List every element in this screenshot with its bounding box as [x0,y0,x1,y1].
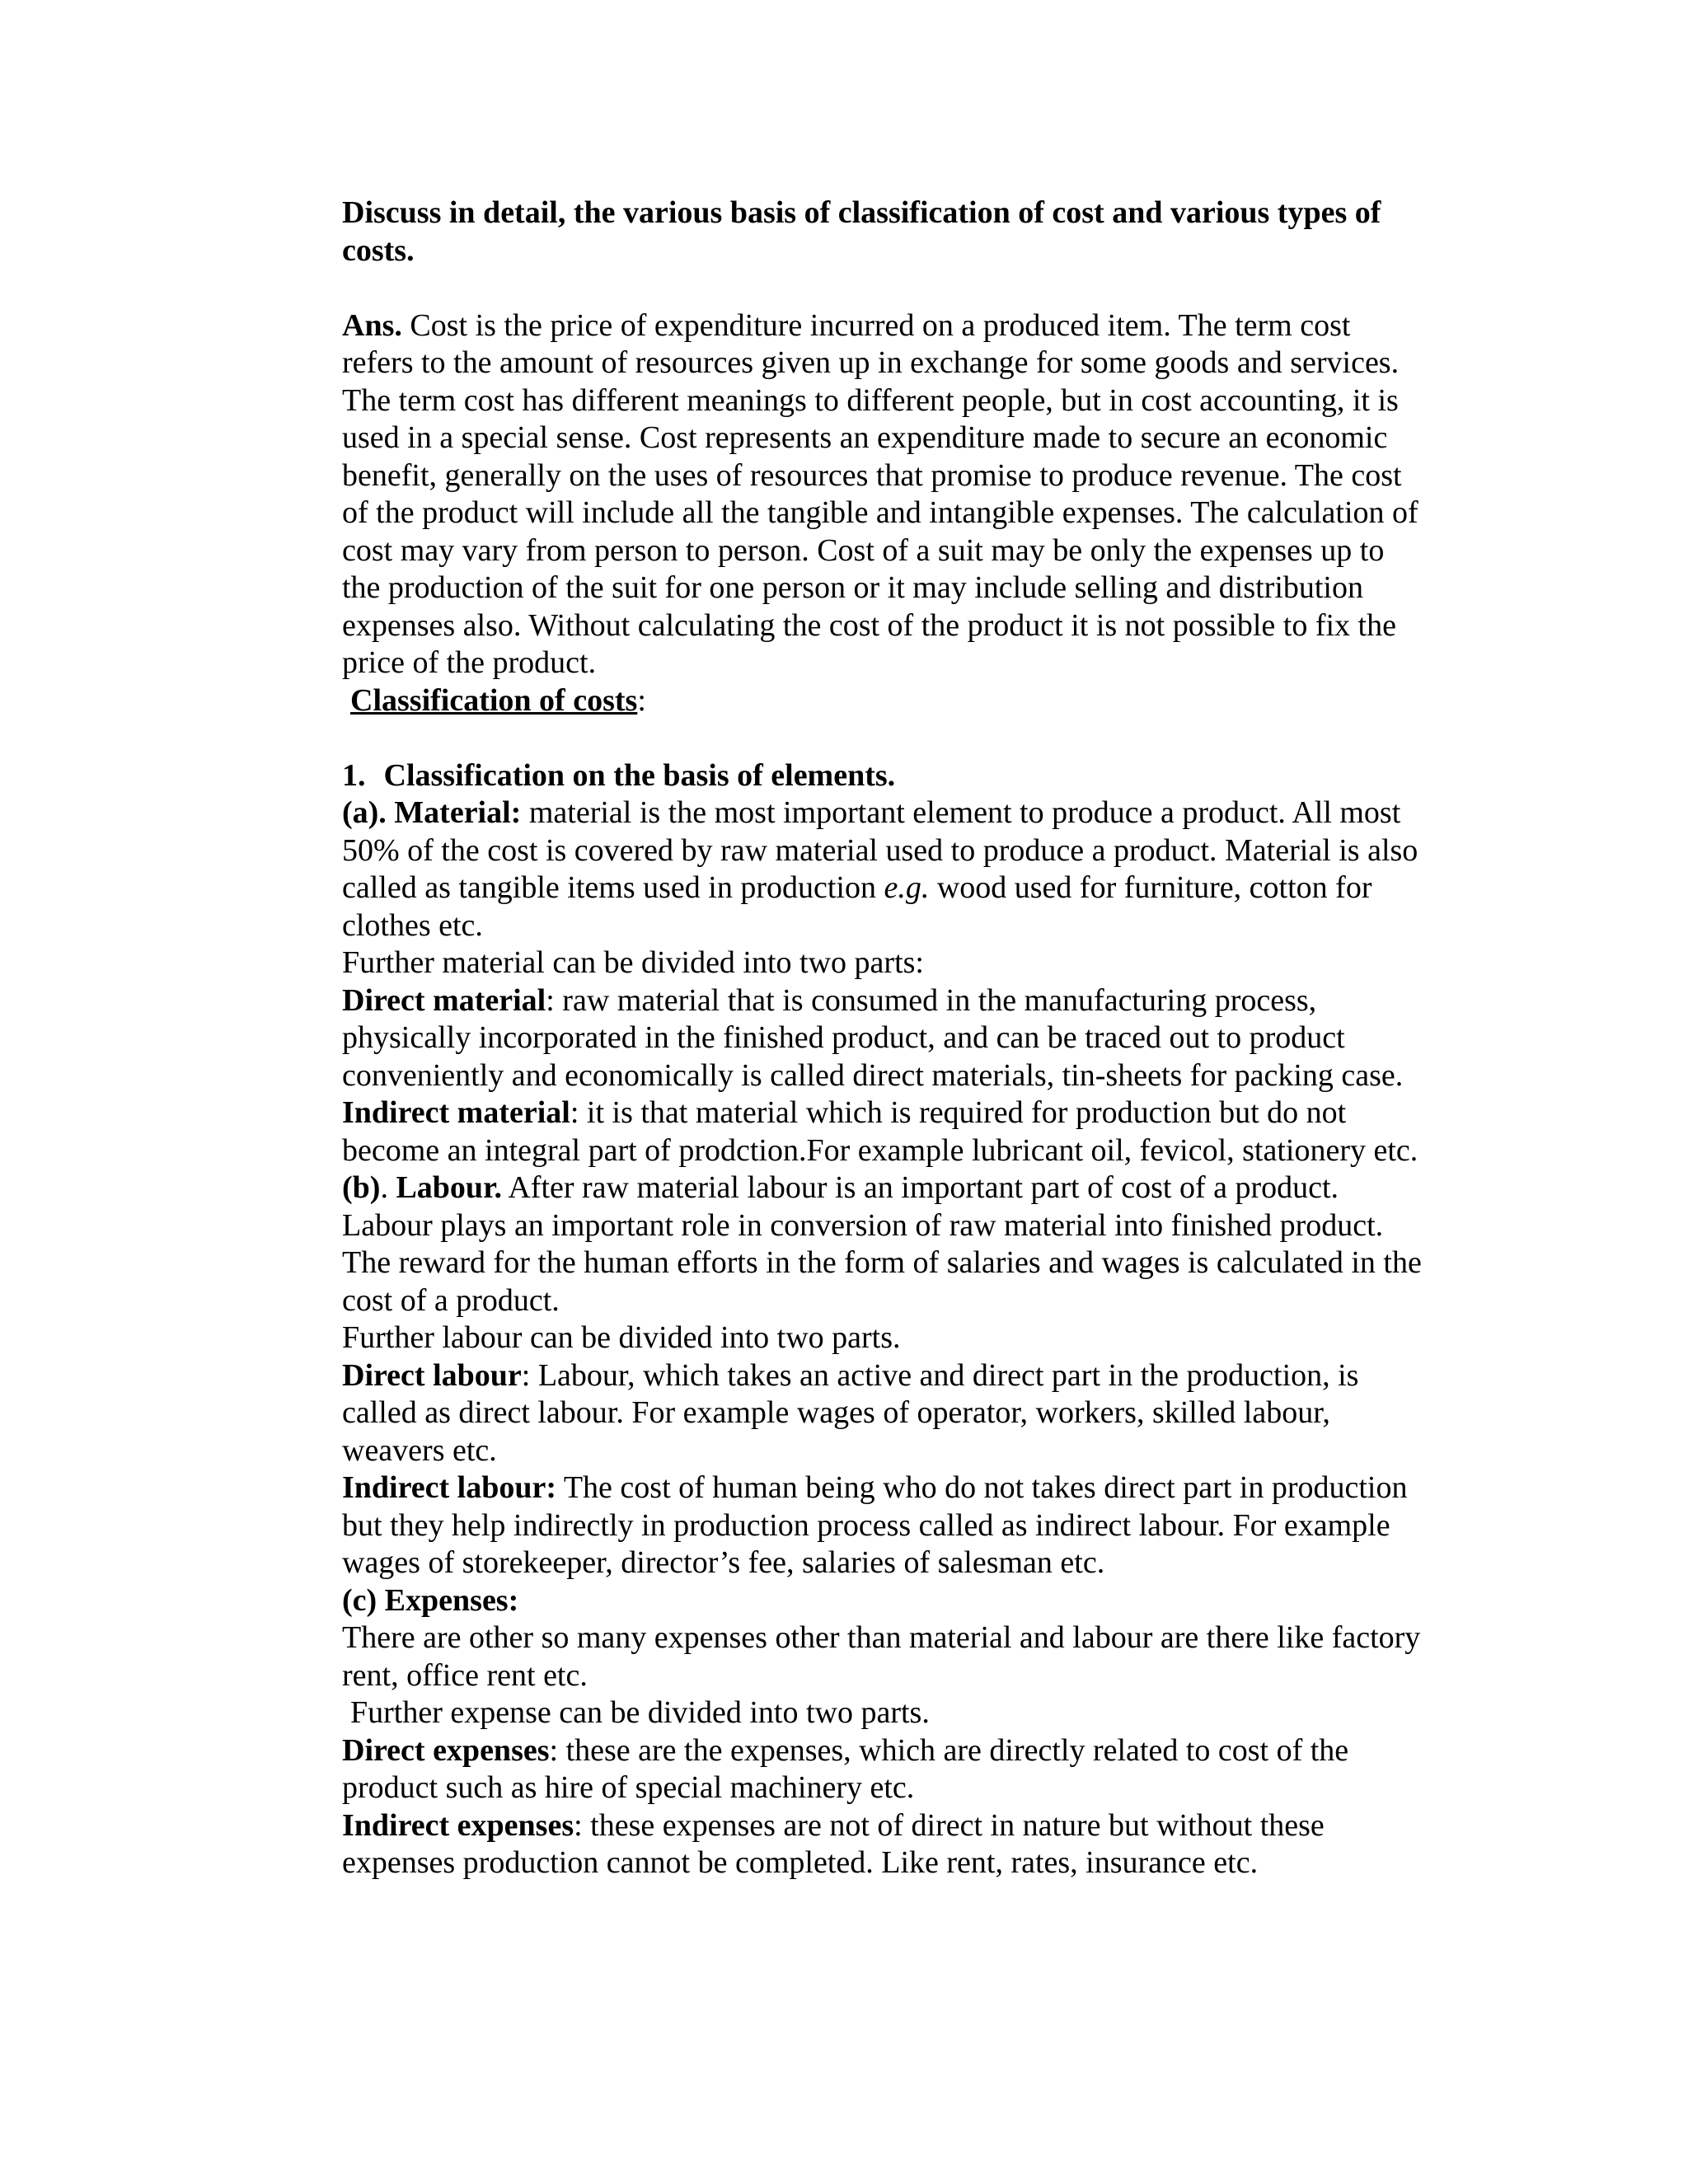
direct-material-line-2: physically incorporated in the finished product, and can be traced out to product [342,1020,1345,1055]
indirect-labour-line-2: but they help indirectly in production process called as indirect labour. For example [342,1507,1390,1543]
direct-expenses-label: Direct expenses [342,1732,550,1768]
labour-further: Further labour can be divided into two parts. [342,1320,901,1355]
answer-line-8: the production of the suit for one person or it may include selling and distribution [342,570,1363,605]
labour-line-3: The reward for the human efforts in the form of salaries and wages is calculated in the [342,1245,1422,1280]
indirect-material-line-1: Indirect material: it is that material which is required for production but do not [342,1095,1347,1130]
material-further: Further material can be divided into two parts: [342,945,924,980]
expenses-label: (c) Expenses: [342,1582,519,1618]
answer-line-10: price of the product. [342,645,597,680]
direct-expenses-line-1: Direct expenses: these are the expenses, which are directly related to cost of the [342,1732,1349,1768]
labour-line-1: (b). Labour. After raw material labour is an important part of cost of a product. [342,1170,1339,1205]
answer-line-4: used in a special sense. Cost represents an expenditure made to secure an economic [342,420,1388,455]
answer-line-2: refers to the amount of resources given up in exchange for some goods and services. [342,345,1400,380]
spacer [342,719,1479,757]
material-label: (a). Material: [342,795,522,830]
direct-labour-line-3: weavers etc. [342,1432,497,1468]
material-line-3: called as tangible items used in production e.g. wood used for furniture, cotton for [342,870,1372,905]
direct-expenses-line-2: product such as hire of special machinery etc. [342,1770,915,1805]
indirect-expenses-label: Indirect expenses [342,1807,574,1843]
question-line-1: Discuss in detail, the various basis of classification of cost and various types of [342,195,1381,230]
answer-line-6: of the product will include all the tangible and intangible expenses. The calculation of [342,495,1418,530]
direct-labour-label: Direct labour [342,1357,522,1393]
direct-labour-line-2: called as direct labour. For example wages of operator, workers, skilled labour, [342,1395,1330,1430]
indirect-labour-label: Indirect labour: [342,1470,557,1505]
material-line-4: clothes etc. [342,907,483,943]
section-1-heading [342,757,1479,795]
classification-heading: Classification of costs: [350,682,646,718]
expenses-line-2: rent, office rent etc. [342,1657,588,1693]
material-line-1: (a). Material: material is the most important element to produce a product. All most [342,795,1401,830]
direct-labour-line-1: Direct labour: Labour, which takes an active and direct part in the production, is [342,1357,1359,1393]
answer-line-5: benefit, generally on the uses of resources that promise to produce revenue. The cost [342,457,1402,493]
indirect-expenses-line-2: expenses production cannot be completed. Like rent, rates, insurance etc. [342,1845,1259,1880]
expenses-heading [342,1582,1479,1620]
indirect-expenses-line-1: Indirect expenses: these expenses are not of direct in nature but without these [342,1807,1325,1843]
question-line-2: costs. [342,232,415,268]
answer-line-3: The term cost has different meanings to different people, but in cost accounting, it is [342,382,1399,418]
expenses-further: Further expense can be divided into two parts. [350,1695,930,1730]
section-title: Classification on the basis of elements. [383,757,896,793]
spacer [342,269,1479,307]
direct-material-label: Direct material [342,982,546,1018]
expenses-line-1: There are other so many expenses other than material and labour are there like factory [342,1620,1421,1655]
section-number: 1. [342,757,366,793]
indirect-material-line-2: become an integral part of prodction.For example lubricant oil, fevicol, stationery etc. [342,1132,1418,1168]
answer-lead: Ans. [342,307,402,343]
labour-line-4: cost of a product. [342,1282,560,1318]
indirect-material-label: Indirect material [342,1095,570,1130]
labour-label: Labour. [396,1170,502,1205]
answer-line-9: expenses also. Without calculating the cost of the product it is not possible to fix the [342,607,1396,643]
document-page [342,194,1479,1882]
material-line-2: 50% of the cost is covered by raw material used to produce a product. Material is also [342,832,1418,868]
direct-material-line-3: conveniently and economically is called direct materials, tin-sheets for packing case. [342,1057,1404,1093]
answer-line-1: Ans. Cost is the price of expenditure incurred on a produced item. The term cost [342,307,1351,343]
indirect-labour-line-3: wages of storekeeper, director’s fee, salaries of salesman etc. [342,1545,1105,1580]
direct-material-line-1: Direct material: raw material that is consumed in the manufacturing process, [342,982,1317,1018]
answer-line-7: cost may vary from person to person. Cost of a suit may be only the expenses up to [342,532,1385,568]
indirect-labour-line-1: Indirect labour: The cost of human being who do not takes direct part in production [342,1470,1408,1505]
labour-line-2: Labour plays an important role in conversion of raw material into finished product. [342,1207,1384,1243]
